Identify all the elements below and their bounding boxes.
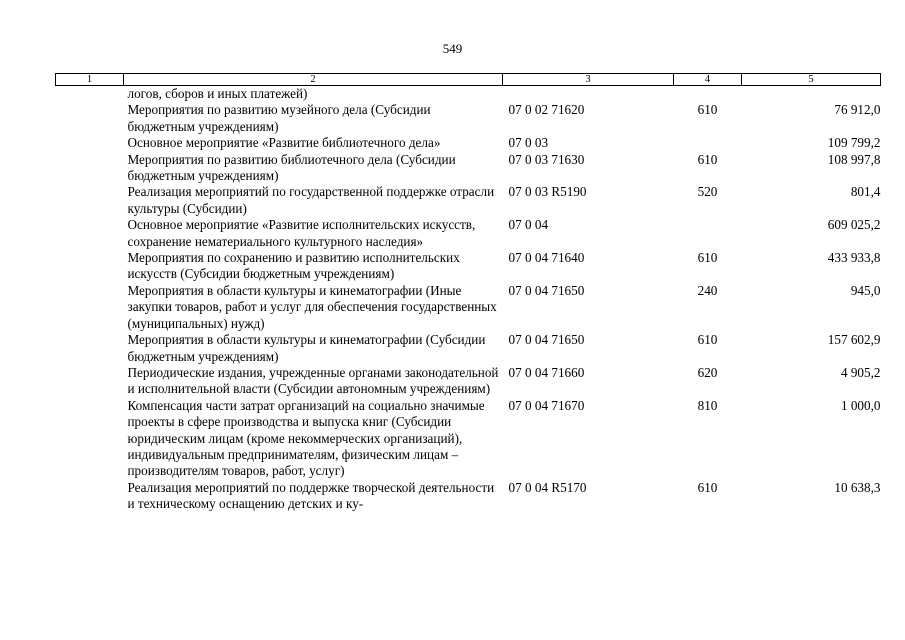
item-code: 07 0 04 [508,217,549,233]
item-expense-type: 610 [697,332,718,348]
item-code: 07 0 03 71630 [508,151,585,167]
item-name: Компенсация части затрат организаций на социально значимые проекты в сфере производства и выпуска книг (Субсидии юридическим лицам (кроме некоммерческих организаций), индивидуальным предпринимателям, физическим лицам – производителям товаров, работ, услуг) [127,397,485,479]
item-amount: 945,0 [850,282,881,298]
item-expense-type: 610 [697,250,718,266]
item-name: Мероприятия по развитию библиотечного дела (Субсидии бюджетным учреждениям) [127,151,456,184]
item-expense-type: 610 [697,102,718,118]
column-number-row [56,74,881,86]
table-row [56,365,881,398]
item-expense-type: 520 [697,184,718,200]
item-name: Мероприятия в области культуры и кинематографии (Субсидии бюджетным учреждениям) [127,332,486,364]
table-row [56,152,881,185]
item-name: логов, сборов и иных платежей) [127,86,308,101]
column-number: 5 [742,74,881,86]
item-code: 07 0 04 71660 [508,364,585,380]
item-expense-type [674,135,742,151]
row-index-cell [56,86,124,103]
table-row [56,135,881,151]
row-index-cell [56,250,124,283]
item-expense-type: 610 [697,479,718,495]
item-amount: 1 000,0 [840,397,881,413]
item-amount: 609 025,2 [827,217,881,233]
item-name: Мероприятия в области культуры и кинематографии (Иные закупки товаров, работ и услуг для обеспечения государственных (муниципальных) нужд) [127,282,497,331]
row-index-cell [56,184,124,217]
row-index-cell [56,365,124,398]
column-number: 4 [674,74,742,86]
item-expense-type [674,217,742,250]
item-expense-type [674,86,742,103]
row-index-cell [56,135,124,151]
item-name: Мероприятия по развитию музейного дела (Субсидии бюджетным учреждениям) [127,102,431,134]
item-code: 07 0 04 71640 [508,250,585,266]
item-name: Периодические издания, учрежденные органами законодательной и исполнительной власти (Субсидии автономным учреждениям) [127,364,499,397]
row-index-cell [56,283,124,332]
item-expense-type: 810 [697,397,718,413]
table-row [56,283,881,332]
row-index-cell [56,332,124,365]
item-name: Мероприятия по сохранению и развитию исполнительских искусств (Субсидии бюджетным учреждениям) [127,250,460,282]
item-name: Реализация мероприятий по поддержке творческой деятельности и техническому оснащению детских и ку- [127,479,495,512]
table-row [56,398,881,480]
item-code: 07 0 03 R5190 [508,184,587,200]
budget-table [55,73,881,513]
item-amount: 109 799,2 [827,135,881,151]
item-amount [742,86,881,103]
item-amount: 433 933,8 [827,250,881,266]
item-amount: 76 912,0 [834,102,881,118]
column-number: 1 [56,74,124,86]
page-number: 549 [442,41,463,56]
table-row [56,102,881,135]
item-amount: 157 602,9 [827,332,881,348]
item-code [503,86,674,103]
item-expense-type: 620 [697,364,718,380]
item-amount: 10 638,3 [834,479,881,495]
column-number: 2 [124,74,503,86]
table-row [56,332,881,365]
item-expense-type: 240 [697,282,718,298]
column-number: 3 [503,74,674,86]
row-index-cell [56,398,124,480]
row-index-cell [56,102,124,135]
item-amount: 4 905,2 [840,364,881,380]
item-name: Основное мероприятие «Развитие исполнительских искусств, сохранение нематериального культурного наследия» [127,217,476,249]
item-amount: 801,4 [850,184,881,200]
item-code: 07 0 04 71650 [508,332,585,348]
row-index-cell [56,480,124,513]
item-name: Реализация мероприятий по государственной поддержке отрасли культуры (Субсидии) [127,184,495,216]
item-name: Основное мероприятие «Развитие библиотечного дела» [127,135,441,151]
item-code: 07 0 04 71670 [508,397,585,413]
item-code: 07 0 02 71620 [508,102,585,118]
table-row [56,217,881,250]
table-row [56,250,881,283]
row-index-cell [56,217,124,250]
table-row [56,184,881,217]
item-amount: 108 997,8 [827,151,881,167]
item-code: 07 0 04 R5170 [508,479,587,495]
table-row [56,86,881,103]
item-code: 07 0 03 [508,135,549,151]
row-index-cell [56,152,124,185]
item-code: 07 0 04 71650 [508,282,585,298]
table-row [56,480,881,513]
item-expense-type: 610 [697,151,718,167]
